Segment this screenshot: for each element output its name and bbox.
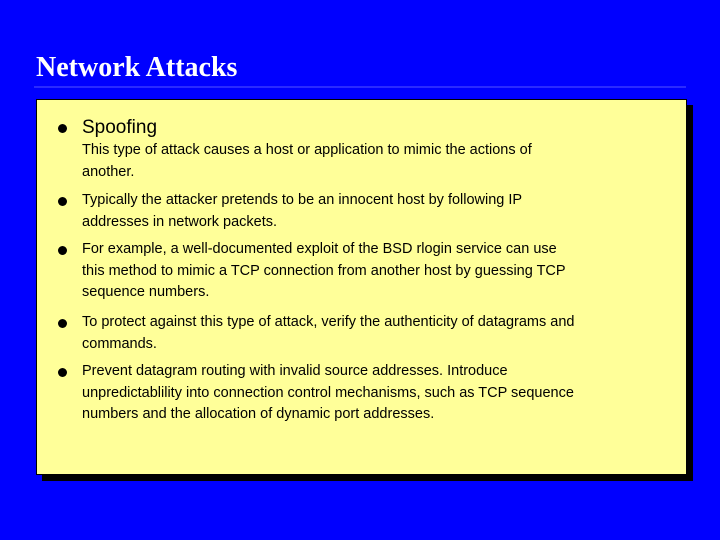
content-panel [36,99,687,475]
text-line: For example, a well-documented exploit of the BSD rlogin service can use [82,241,557,257]
text-line: another. [82,163,135,180]
bullet-icon [58,368,67,377]
bullet-item-3 [82,312,682,355]
text-line: sequence numbers. [82,284,210,300]
bullet-icon [58,319,67,328]
slide-title: Network Attacks [36,52,238,83]
text-line: addresses in network packets. [82,213,278,230]
text-line: To protect against this type of attack, verify the authenticity of datagrams and [82,314,575,330]
intro-paragraph [82,140,682,183]
bullet-item-4 [82,361,682,426]
text-line: this method to mimic a TCP connection from another host by guessing TCP [82,262,566,279]
title-divider [34,86,686,88]
bullet-icon [58,197,67,206]
text-line: numbers and the allocation of dynamic port addresses. [82,406,435,422]
text-line: Prevent datagram routing with invalid source addresses. Introduce [82,363,508,379]
text-line: Typically the attacker pretends to be an innocent host by following IP [82,192,523,208]
section-heading: Spoofing [82,117,158,138]
bullet-icon [58,246,67,255]
bullet-item-1 [82,190,682,233]
bullet-icon [58,124,67,133]
bullet-item-2 [82,239,682,304]
text-line: This type of attack causes a host or application to mimic the actions of [82,142,532,158]
text-line: unpredictablility into connection control mechanisms, such as TCP sequence [82,384,574,401]
text-line: commands. [82,335,157,352]
